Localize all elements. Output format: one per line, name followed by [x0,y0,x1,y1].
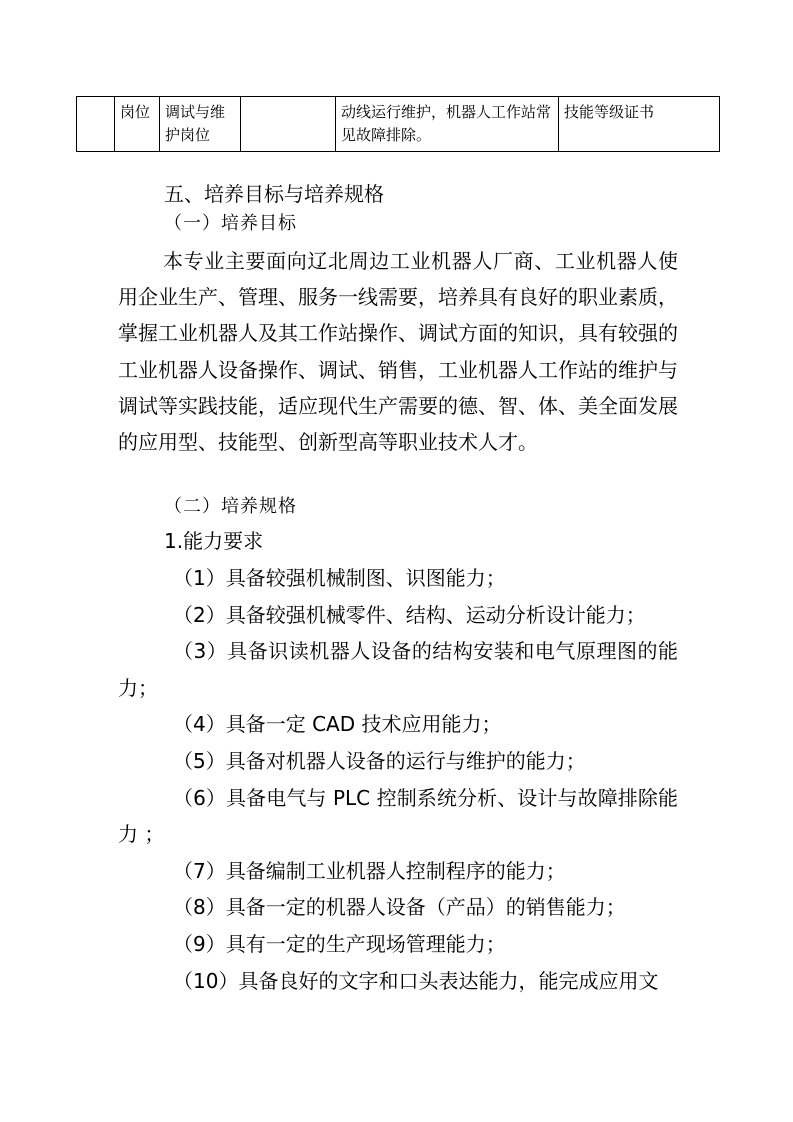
list-item: （10）具备良好的文字和口头表达能力，能完成应用文 [173,968,659,993]
list-item: （2）具备较强机械零件、结构、运动分析设计能力； [173,602,646,627]
ability-list [118,560,678,999]
list-item: （8）具备一定的机器人设备（产品）的销售能力； [173,895,626,920]
ability-heading: 1.能力要求 [164,529,264,553]
list-item: （6）具备电气与 PLC 控制系统分析、设计与故障排除能力 ； [118,785,678,847]
table-cell: 动线运行维护，机器人工作站常见故障排除。 [336,97,559,152]
continuation-table [76,96,720,152]
list-item: （5）具备对机器人设备的运行与维护的能力； [173,748,586,773]
list-item: （9）具有一定的生产现场管理能力； [173,931,506,956]
list-item: （4）具备一定 CAD 技术应用能力； [173,712,502,737]
subsection-heading-goals: （一）培养目标 [164,213,297,234]
goal-paragraph: 本专业主要面向辽北周边工业机器人厂商、工业机器人使用企业生产、管理、服务一线需要，培养具有良好的职业素质，掌握工业机器人及其工作站操作、调试方面的知识，具有较强的工业机器人设备操作、调试、销售，工业机器人工作站的维护与调试等实践技能，适应现代生产需要的德、智、体、美全面发展的应用型、技能型、创新型高等职业技术人才。 [118,249,678,455]
table-cell: 岗位 [115,97,160,152]
table-cell [77,97,115,152]
list-item: （1）具备较强机械制图、识图能力； [173,566,506,590]
table-cell: 技能等级证书 [559,97,720,152]
list-item: （3）具备识读机器人设备的结构安装和电气原理图的能力； [118,639,678,700]
table-row [77,97,720,152]
subsection-heading-specs: （二）培养规格 [164,496,297,517]
list-item: （7）具备编制工业机器人控制程序的能力； [173,858,566,883]
table-cell [241,97,336,152]
section-heading: 五、培养目标与培养规格 [164,182,384,206]
table-cell: 调试与维护岗位 [160,97,241,152]
